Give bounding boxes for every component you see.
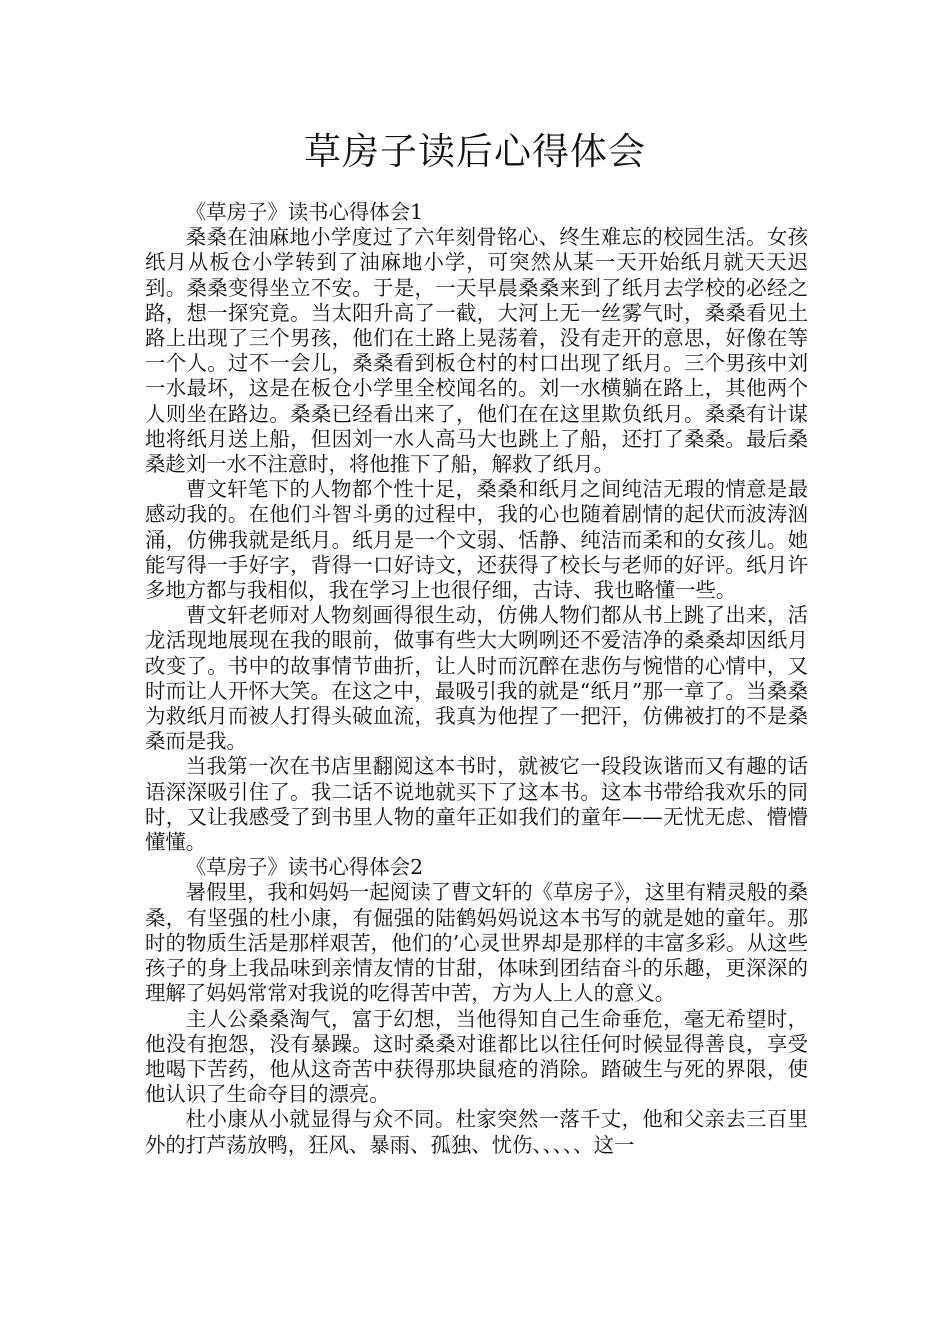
document-title: 草房子读后心得体会 xyxy=(304,130,646,173)
document-body xyxy=(145,200,808,1158)
body-paragraph: 曹文轩老师对人物刻画得很生动，仿佛人物们都从书上跳了出来，活龙活现地展现在我的眼前，做事有些大大咧咧还不爱洁净的桑桑却因纸月改变了。书中的故事情节曲折，让人时而沉醉在悲伤与惋惜的心情中，又时而让人开怀大笑。在这之中，最吸引我的就是“纸月”那一章了。当桑桑为救纸月而被人打得头破血流，我真为他捏了一把汗，仿佛被打的不是桑桑而是我。 xyxy=(145,603,808,754)
section-heading-2: 《草房子》读书心得体会2 xyxy=(185,855,424,880)
body-paragraph: 桑桑在油麻地小学度过了六年刻骨铭心、终生难忘的校园生活。女孩纸月从板仓小学转到了油麻地小学，可突然从某一天开始纸月就天天迟到。桑桑变得坐立不安。于是，一天早晨桑桑来到了纸月去学校的必经之路，想一探究竟。当太阳升高了一截，大河上无一丝雾气时，桑桑看见土路上出现了三个男孩，他们在土路上晃荡着，没有走开的意思，好像在等一个人。过不一会儿，桑桑看到板仓村的村口出现了纸月。三个男孩中刘一水最坏，这是在板仓小学里全校闻名的。刘一水横躺在路上，其他两个人则坐在路边。桑桑已经看出来了，他们在在这里欺负纸月。桑桑有计谋地将纸月送上船，但因刘一水人高马大也跳上了船，还打了桑桑。最后桑桑趁刘一水不注意时，将他推下了船，解救了纸月。 xyxy=(145,225,808,477)
body-paragraph: 暑假里，我和妈妈一起阅读了曹文轩的《草房子》，这里有精灵般的桑桑，有坚强的杜小康，有倔强的陆鹤妈妈说这本书写的就是她的童年。那时的物质生活是那样艰苦，他们的’心灵世界却是那样的丰富多彩。从这些孩子的身上我品味到亲情友情的甘甜，体味到团结奋斗的乐趣，更深深的理解了妈妈常常对我说的吃得苦中苦，方为人上人的意义。 xyxy=(145,880,808,1006)
body-paragraph: 杜小康从小就显得与众不同。杜家突然一落千丈，他和父亲去三百里外的打芦荡放鸭，狂风、暴雨、孤独、忧伤、、、、、这一 xyxy=(145,1107,808,1157)
body-paragraph: 当我第一次在书店里翻阅这本书时，就被它一段段诙谐而又有趣的话语深深吸引住了。我二话不说地就买下了这本书。这本书带给我欢乐的同时，又让我感受了到书里人物的童年正如我们的童年——无忧无虑、懵懵懂懂。 xyxy=(145,754,808,855)
section-heading-1: 《草房子》读书心得体会1 xyxy=(185,200,424,224)
body-paragraph: 主人公桑桑淘气，富于幻想，当他得知自己生命垂危，毫无希望时，他没有抱怨，没有暴躁。这时桑桑对谁都比以往任何时候显得善良，享受地喝下苦药，他从这奇苦中获得那块鼠疮的消除。踏破生与死的界限，使他认识了生命夺目的漂亮。 xyxy=(145,1006,808,1107)
body-paragraph: 曹文轩笔下的人物都个性十足，桑桑和纸月之间纯洁无瑕的情意是最感动我的。在他们斗智斗勇的过程中，我的心也随着剧情的起伏而波涛汹涌，仿佛我就是纸月。纸月是一个文弱、恬静、纯洁而柔和的女孩儿。她能写得一手好字，背得一口好诗文，还获得了校长与老师的好评。纸月许多地方都与我相似，我在学习上也很仔细，古诗、我也略懂一些。 xyxy=(145,477,808,603)
